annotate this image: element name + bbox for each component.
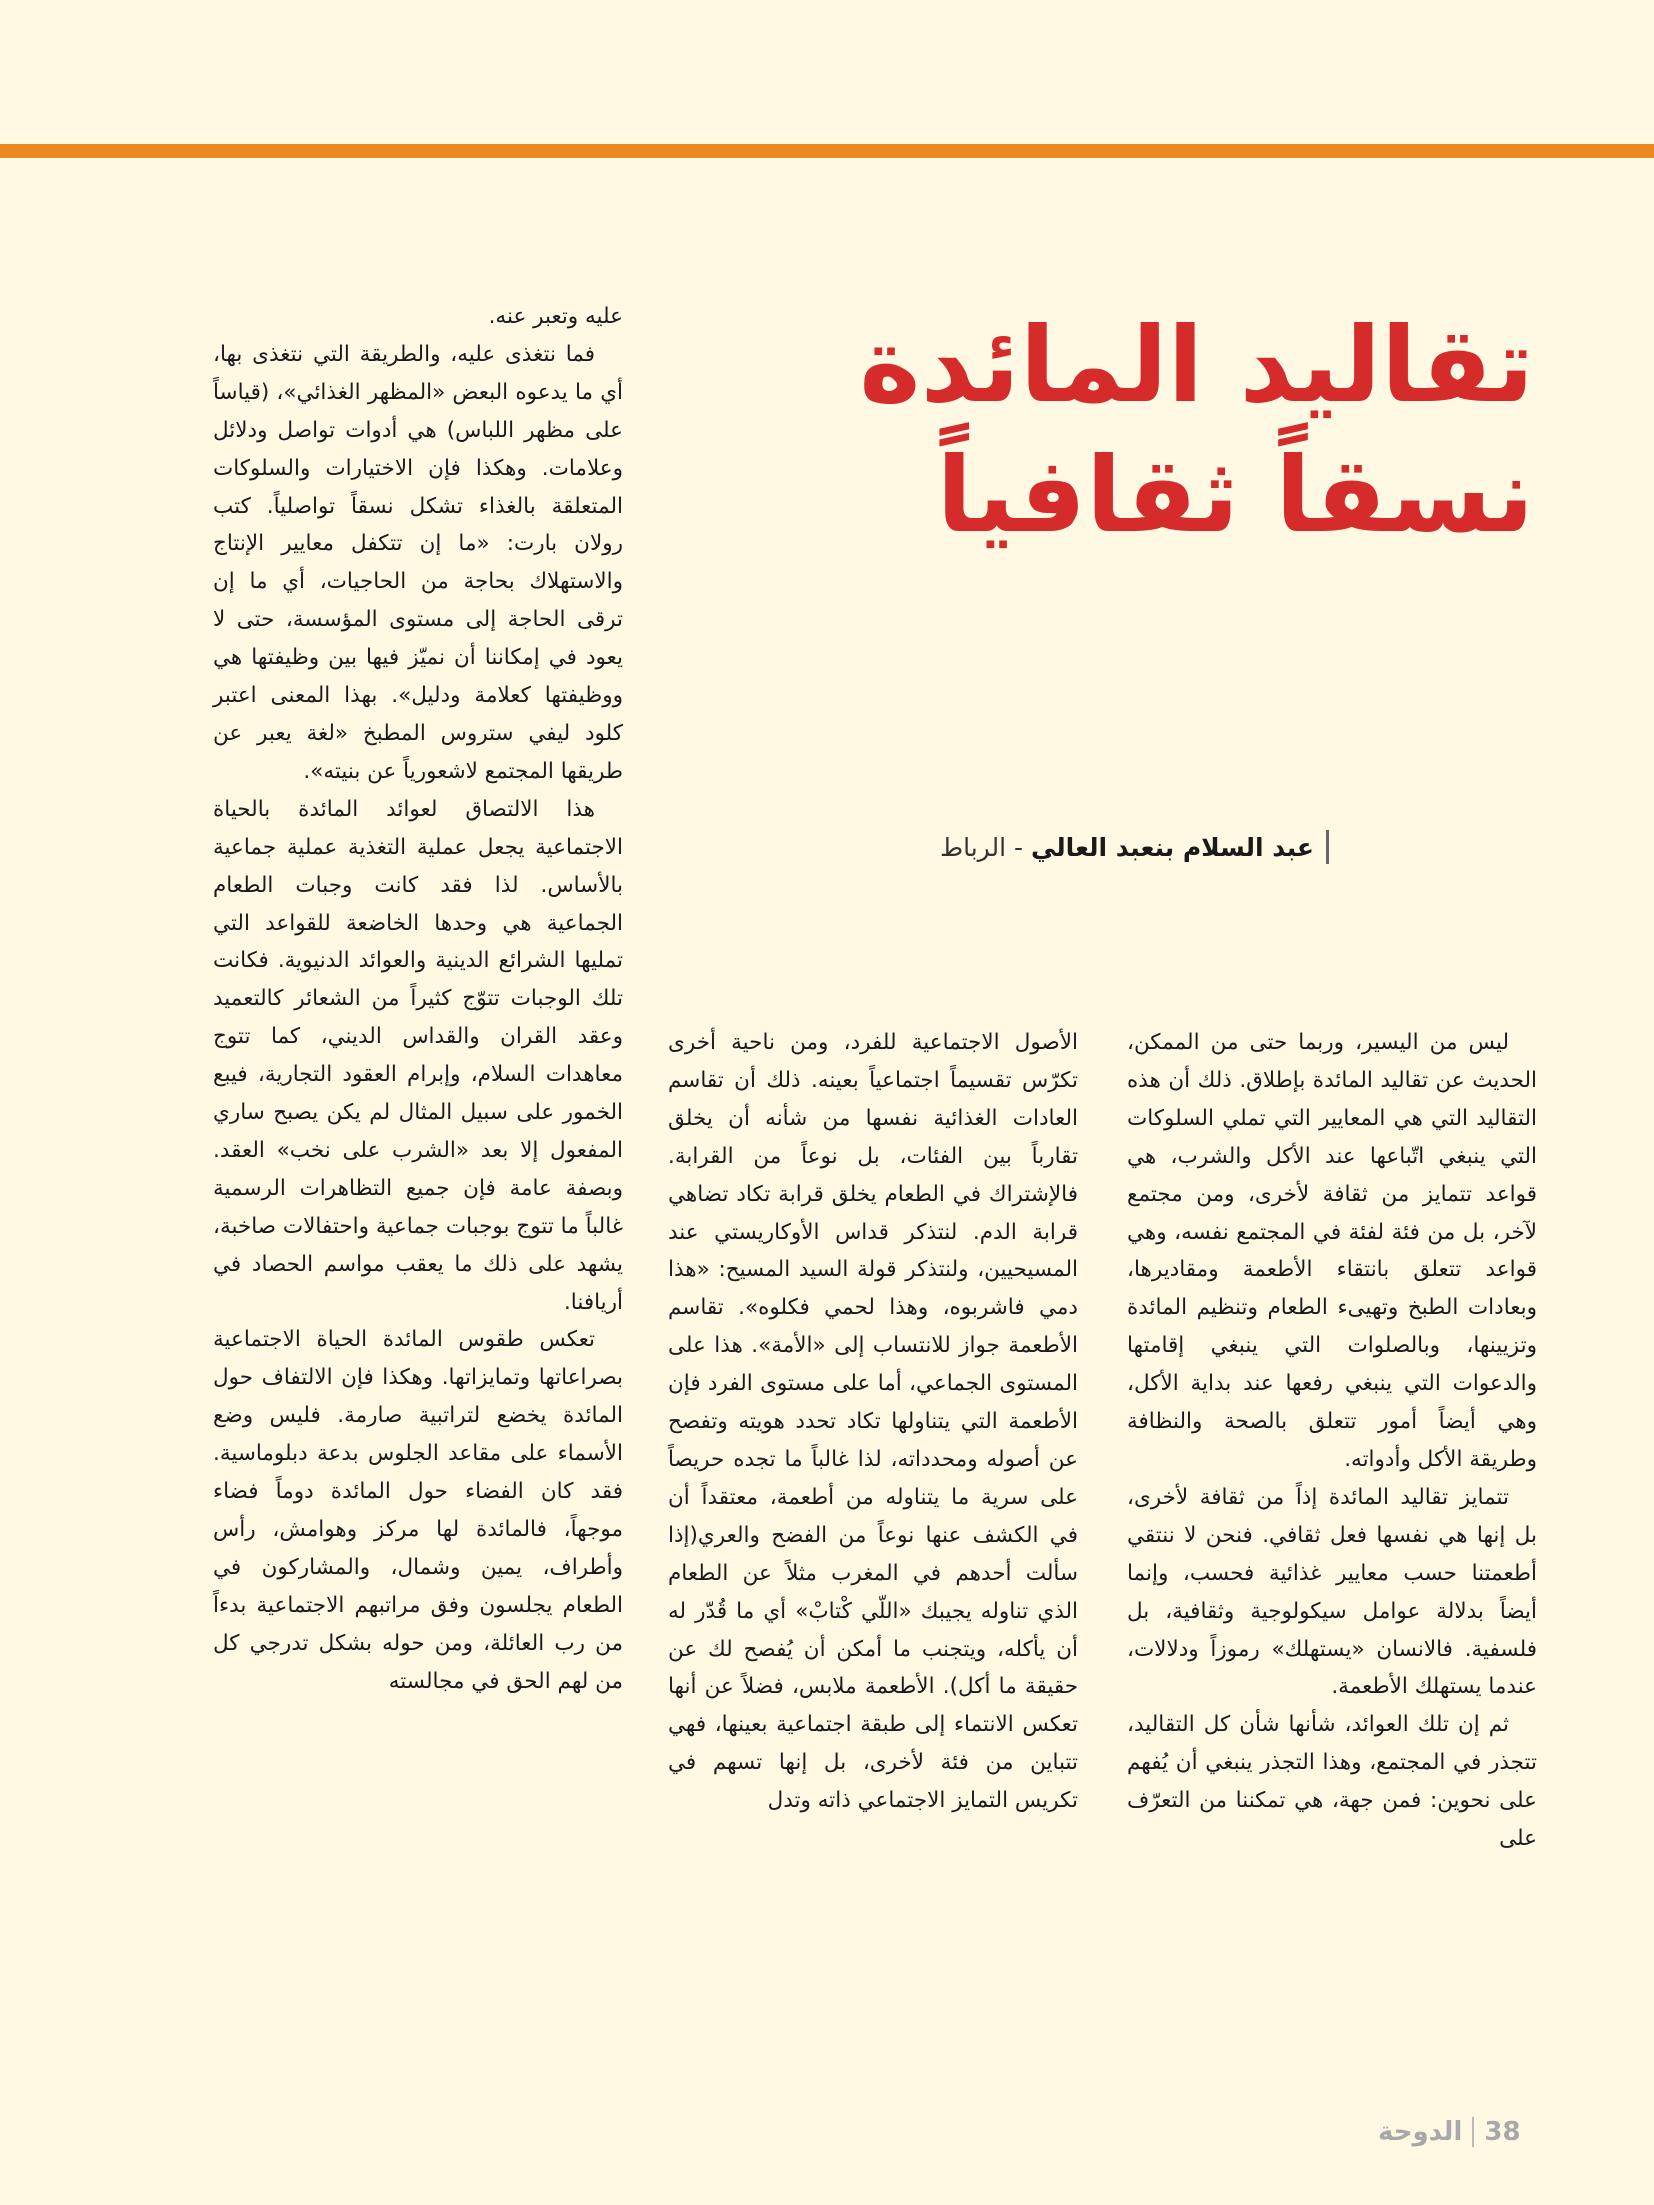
column-left	[213, 298, 623, 1701]
title-line-2: نسقاً ثقافياً	[936, 434, 1534, 556]
paragraph: هذا الالتصاق لعوائد المائدة بالحياة الاجتماعية يجعل عملية التغذية عملية جماعية بالأساس. لذا فقد كانت وجبات الطعام الجماعية هي وحدها الخاضعة للقواعد التي تمليها الشرائع الدينية والعوائد الدنيوية. فكانت تلك الوجبات تتوّج كثيراً من الشعائر كالتعميد وعقد القران والقداس الديني، كما تتوج معاهدات السلام، وإبرام العقود التجارية، فيبع الخمور على سبيل المثال لم يكن يصبح ساري المفعول إلا بعد «الشرب على نخب» العقد. وبصفة عامة فإن جميع التظاهرات الرسمية غالباً ما تتوج بوجبات جماعية واحتفالات صاخبة، يشهد على ذلك ما يعقب مواسم الحصاد في أريافنا.	[213, 796, 623, 1315]
top-accent-rule	[0, 144, 1654, 158]
paragraph: تتمايز تقاليد المائدة إذاً من ثقافة لأخرى، بل إنها هي نفسها فعل ثقافي. فنحن لا ننتقي أطعمتنا حسب معايير غذائية فحسب، وإنما أيضاً بدلالة عوامل سيكولوجية وثقافية، بل فلسفية. فالانسان «يستهلك» رموزاً ودلالات، عندما يستهلك الأطعمة.	[1127, 1484, 1537, 1700]
page-footer	[1378, 2117, 1521, 2147]
paragraph: ليس من اليسير، وربما حتى من الممكن، الحديث عن تقاليد المائدة بإطلاق. ذلك أن هذه التقاليد التي هي المعايير التي تملي السلوكات التي ينبغي اتّباعها عند الأكل والشرب، هي قواعد تتمايز من ثقافة لأخرى، ومن مجتمع لآخر، بل من فئة لفئة في المجتمع نفسه، وهي قواعد تتعلق بانتقاء الأطعمة ومقاديرها، وبعادات الطبخ وتهيىء الطعام وتنظيم المائدة وتزيينها، وبالصلوات التي ينبغي إقامتها والدعوات التي ينبغي رفعها عند بداية الأكل، وهي أيضاً أمور تتعلق بالصحة والنظافة وطريقة الأكل وأدواته.	[1127, 1030, 1537, 1472]
column-middle	[668, 1024, 1078, 1820]
byline-author: عبد السلام بنعبد العالي	[1030, 832, 1314, 862]
title-line-1: تقاليد المائدة	[859, 304, 1534, 426]
page-number: 38	[1484, 2117, 1521, 2147]
column-right	[1127, 1024, 1537, 1858]
paragraph: فما نتغذى عليه، والطريقة التي نتغذى بها، أي ما يدعوه البعض «المظهر الغذائي»، (قياساً على مظهر اللباس) هي أدوات تواصل ودلائل وعلامات. وهكذا فإن الاختيارات والسلوكات المتعلقة بالغذاء تشكل نسقاً تواصلياً. كتب رولان بارت: «ما إن تتكفل معايير الإنتاج والاستهلاك بحاجة من الحاجيات، أي ما إن ترقى الحاجة إلى مستوى المؤسسة، حتى لا يعود في إمكاننا أن نميّز فيها بين وظيفتها هي ووظيفتها كعلامة ودليل». بهذا المعنى اعتبر كلود ليفي ستروس المطبخ «لغة يعبر عن طريقها المجتمع لاشعورياً عن بنيته».	[213, 341, 623, 784]
magazine-name: الدوحة	[1378, 2117, 1463, 2147]
byline-bar	[1326, 830, 1329, 864]
article-title	[714, 300, 1534, 560]
byline	[940, 830, 1329, 864]
paragraph: ثم إن تلك العوائد، شأنها شأن كل التقاليد، تتجذر في المجتمع، وهذا التجذر ينبغي أن يُفهم على نحوين: فمن جهة، هي تمكننا من التعرّف على	[1127, 1712, 1537, 1852]
paragraph: عليه وتعبر عنه.	[488, 304, 623, 329]
byline-city: - الرباط	[939, 832, 1024, 862]
paragraph: الأصول الاجتماعية للفرد، ومن ناحية أخرى تكرّس تقسيماً اجتماعياً بعينه. ذلك أن تقاسم العادات الغذائية نفسها من شأنه أن يخلق تقارباً بين الفئات، بل نوعاً من القرابة. فالإشتراك في الطعام يخلق قرابة تكاد تضاهي قرابة الدم. لنتذكر قداس الأوكاريستي عند المسيحيين، ولنتذكر قولة السيد المسيح: «هذا دمي فاشربوه، وهذا لحمي فكلوه». تقاسم الأطعمة جواز للانتساب إلى «الأمة». هذا على المستوى الجماعي، أما على مستوى الفرد فإن الأطعمة التي يتناولها تكاد تحدد هويته وتفصح عن أصوله ومحدداته، لذا غالباً ما تجده حريصاً على سرية ما يتناوله من أطعمة، معتقداً أن في الكشف عنها نوعاً من الفضح والعري(إذا سألت أحدهم في المغرب مثلاً عن الطعام الذي تناوله يجيبك «اللّي كْتابْ» أي ما قُدّر له أن يأكله، ويتجنب ما أمكن أن يُفصح لك عن حقيقة ما أكل). الأطعمة ملابس، فضلاً عن أنها تعكس الانتماء إلى طبقة اجتماعية بعينها، فهي تتباين من فئة لأخرى، بل إنها تسهم في تكريس التمايز الاجتماعي ذاته وتدل	[668, 1030, 1078, 1814]
footer-separator	[1472, 2117, 1474, 2147]
paragraph: تعكس طقوس المائدة الحياة الاجتماعية بصراعاتها وتمايزاتها. وهكذا فإن الالتفاف حول المائدة يخضع لتراتبية صارمة. فليس وضع الأسماء على مقاعد الجلوس بدعة دبلوماسية. فقد كان الفضاء حول المائدة دوماً فضاء موجهاً، فالمائدة لها مركز وهوامش، رأس وأطراف، يمين وشمال، والمشاركون في الطعام يجلسون وفق مراتبهم الاجتماعية بدءاً من رب العائلة، ومن حوله بشكل تدرجي كل من لهم الحق في مجالسته	[213, 1327, 623, 1694]
